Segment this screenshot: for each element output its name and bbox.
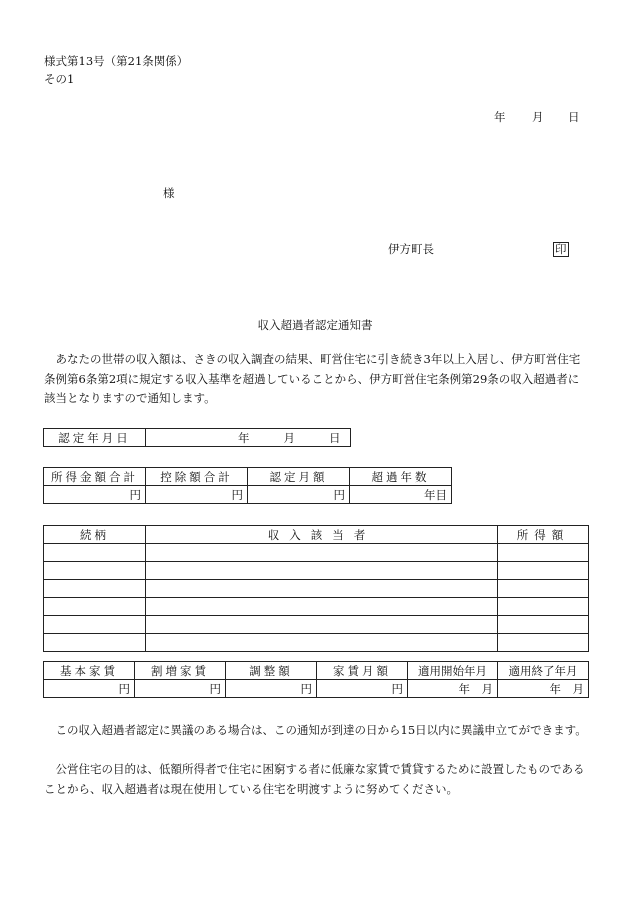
unit-yen: 円: [317, 680, 408, 698]
addressee-suffix: 様: [163, 186, 175, 200]
cert-year-label: 年: [238, 430, 250, 445]
header-monthly-rent: 家賃月額: [317, 662, 408, 680]
unit-year-month: 年 月: [408, 680, 498, 698]
table-row: [44, 526, 589, 544]
rent-table: [43, 661, 589, 698]
header-relationship: 続柄: [44, 526, 146, 544]
table-cell: [146, 544, 498, 562]
objection-note: この収入超過者認定に異議のある場合は、この通知が到達の日から15日以内に異議申立てができます。: [55, 723, 587, 737]
table-cell: [498, 598, 589, 616]
date-month-label: 月: [532, 110, 544, 124]
table-cell: [146, 580, 498, 598]
unit-yen: 円: [44, 680, 135, 698]
header-excess-years: 超過年数: [350, 468, 452, 486]
table-cell: [44, 598, 146, 616]
form-number: 様式第13号（第21条関係）: [44, 54, 189, 68]
table-row: [44, 580, 589, 598]
header-income-earner: 収入該当者: [146, 526, 498, 544]
table-cell: [146, 616, 498, 634]
table-row: [44, 616, 589, 634]
header-certified-monthly: 認定月額: [248, 468, 350, 486]
table-cell: [146, 562, 498, 580]
income-earners-table: [43, 525, 589, 652]
unit-year-month: 年 月: [498, 680, 589, 698]
header-end-month: 適用終了年月: [498, 662, 589, 680]
issuer-name: 伊方町長: [388, 242, 434, 256]
intro-paragraph: あなたの世帯の収入額は、さきの収入調査の結果、町営住宅に引き続き3年以上入居し、伊方町営住宅条例第6条第2項に規定する収入基準を超過していることから、伊方町営住宅条例第29条の収入超過者に該当となりますので通知します。: [44, 352, 581, 405]
certification-date-label: 認定年月日: [44, 429, 146, 447]
header-total-income: 所得金額合計: [44, 468, 146, 486]
table-row: [44, 562, 589, 580]
table-cell: [44, 580, 146, 598]
header-start-month: 適用開始年月: [408, 662, 498, 680]
table-cell: [44, 544, 146, 562]
table-row: [44, 598, 589, 616]
header-adjustment: 調整額: [226, 662, 317, 680]
table-row: [44, 486, 452, 504]
table-cell: [44, 634, 146, 652]
certification-date-table: [43, 428, 351, 447]
cert-day-label: 日: [329, 430, 341, 445]
cert-month-label: 月: [283, 430, 295, 445]
seal-mark: 印: [555, 242, 567, 256]
form-sub-number: その1: [44, 72, 75, 86]
table-row: [44, 544, 589, 562]
table-cell: [498, 616, 589, 634]
unit-year-count: 年目: [350, 486, 452, 504]
table-row: [44, 662, 589, 680]
header-total-deduction: 控除額合計: [146, 468, 248, 486]
income-summary-table: [43, 467, 452, 504]
certification-date-value: [146, 429, 351, 447]
table-cell: [498, 580, 589, 598]
date-day-label: 日: [568, 110, 580, 124]
header-surcharge-rent: 割増家賃: [135, 662, 226, 680]
table-cell: [44, 616, 146, 634]
unit-yen: 円: [248, 486, 350, 504]
table-row: [44, 634, 589, 652]
table-cell: [498, 562, 589, 580]
table-cell: [44, 562, 146, 580]
unit-yen: 円: [146, 486, 248, 504]
table-row: [44, 429, 351, 447]
table-cell: [498, 544, 589, 562]
table-cell: [498, 634, 589, 652]
table-row: [44, 680, 589, 698]
table-row: [44, 468, 452, 486]
unit-yen: 円: [44, 486, 146, 504]
unit-yen: 円: [135, 680, 226, 698]
header-base-rent: 基本家賃: [44, 662, 135, 680]
purpose-note: 公営住宅の目的は、低額所得者で住宅に困窮する者に低廉な家賃で賃貸するために設置したものであることから、収入超過者は現在使用している住宅を明渡すように努めてください。: [44, 762, 585, 796]
table-cell: [146, 598, 498, 616]
unit-yen: 円: [226, 680, 317, 698]
table-cell: [146, 634, 498, 652]
header-income-amount: 所得額: [498, 526, 589, 544]
document-title: 収入超過者認定通知書: [257, 318, 373, 332]
date-year-label: 年: [494, 110, 506, 124]
